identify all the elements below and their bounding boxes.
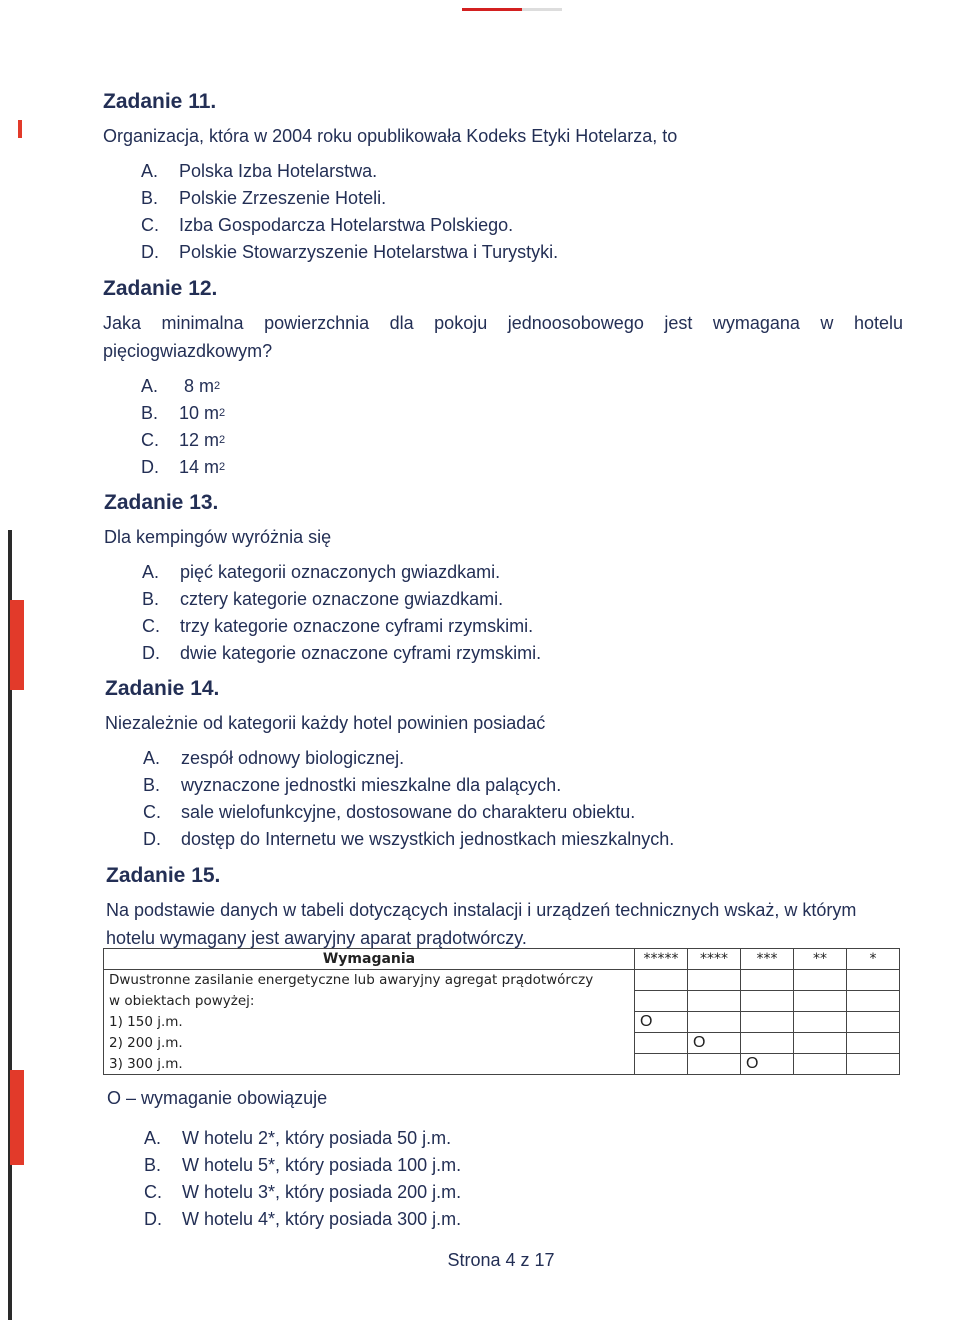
answer-list: [103, 158, 903, 266]
table-cell: [847, 1012, 900, 1033]
table-cell: [847, 970, 900, 991]
answer-option: [144, 1179, 906, 1206]
table-header-row: [104, 949, 900, 970]
answer-option: [144, 1125, 906, 1152]
table-cell: [635, 1033, 688, 1054]
table-cell: [635, 1054, 688, 1075]
table-cell: [847, 1054, 900, 1075]
answer-letter: B.: [142, 589, 160, 609]
answer-text: trzy kategorie oznaczone cyframi rzymskimi.: [180, 616, 534, 636]
answer-option: [142, 559, 904, 586]
answer-list: [103, 373, 903, 481]
answer-letter: B.: [141, 188, 159, 208]
table-cell: O: [688, 1033, 741, 1054]
task-question: Na podstawie danych w tabeli dotyczących instalacji i urządzeń technicznych wskaż, w którym hotelu wymagany jest awaryjny aparat prądotwórczy.: [106, 900, 857, 948]
answer-option: [141, 454, 903, 481]
answer-text: 14 m: [179, 457, 220, 477]
answer-text: dwie kategorie oznaczone cyframi rzymskimi.: [180, 643, 542, 663]
table-cell: [635, 991, 688, 1012]
answer-letter: C.: [142, 616, 160, 636]
table-row: [104, 991, 900, 1012]
answer-option: [142, 613, 904, 640]
answer-letter: B.: [141, 403, 159, 423]
table-row: [104, 970, 900, 991]
scan-top-mark: [462, 8, 562, 11]
answer-option: [141, 158, 903, 185]
answer-option: [142, 586, 904, 613]
answer-superscript: 2: [214, 380, 221, 392]
table-cell: [794, 1012, 847, 1033]
task-question: Jaka minimalna powierzchnia dla pokoju jednoosobowego jest wymagana w hotelu pięciogwiazdkowym?: [103, 313, 903, 361]
answer-list: [106, 1125, 906, 1233]
page-number: Strona 4 z 17: [447, 1250, 555, 1270]
answer-letter: C.: [141, 215, 159, 235]
answer-letter: C.: [144, 1182, 162, 1202]
task-15: [106, 864, 901, 960]
answer-letter: D.: [142, 643, 160, 663]
answer-text: 10 m: [179, 403, 220, 423]
task-title: Zadanie 14.: [105, 677, 220, 700]
task-title: Zadanie 13.: [104, 491, 219, 514]
table-cell: [847, 1033, 900, 1054]
answer-text: W hotelu 3*, który posiada 200 j.m.: [182, 1182, 462, 1202]
table-cell: [794, 1033, 847, 1054]
table-cell: [741, 970, 794, 991]
answer-option: [142, 640, 904, 667]
table-cell: [794, 970, 847, 991]
answer-text: pięć kategorii oznaczonych gwiazdkami.: [180, 562, 501, 582]
answer-option: [141, 400, 903, 427]
table-cell: [741, 1012, 794, 1033]
table-cell: [847, 991, 900, 1012]
task-question: Niezależnie od kategorii każdy hotel powinien posiadać: [105, 713, 546, 733]
answer-option: [141, 373, 903, 400]
answer-option: [143, 799, 905, 826]
table-row: [104, 1033, 900, 1054]
answer-list: [105, 745, 905, 853]
answer-text: W hotelu 4*, który posiada 300 j.m.: [182, 1209, 462, 1229]
answer-text: 8 m: [179, 376, 215, 396]
task-question: Organizacja, która w 2004 roku opublikowała Kodeks Etyki Hotelarza, to: [103, 126, 678, 146]
answer-text: W hotelu 5*, który posiada 100 j.m.: [182, 1155, 462, 1175]
table-cell: [741, 1033, 794, 1054]
answer-option: [144, 1152, 906, 1179]
task-14: [105, 677, 905, 853]
table-cell: [688, 1012, 741, 1033]
task-12: [103, 277, 903, 481]
answer-text: zespół odnowy biologicznej.: [181, 748, 405, 768]
answer-option: [143, 772, 905, 799]
task-13: [104, 491, 904, 667]
answer-letter: D.: [141, 242, 159, 262]
answer-text: sale wielofunkcyjne, dostosowane do charakteru obiektu.: [181, 802, 636, 822]
task-title: Zadanie 15.: [106, 864, 221, 887]
answer-letter: D.: [144, 1209, 162, 1229]
scan-edge-mark: [10, 600, 24, 690]
answer-text: Polskie Stowarzyszenie Hotelarstwa i Turystyki.: [179, 242, 559, 262]
table-description-line: Dwustronne zasilanie energetyczne lub awaryjny agregat prądotwórczy: [104, 970, 635, 991]
scan-edge-mark: [18, 120, 22, 138]
task-15-answers: [106, 1125, 906, 1233]
answer-text: Polska Izba Hotelarstwa.: [179, 161, 378, 181]
answer-text: dostęp do Internetu we wszystkich jednostkach mieszkalnych.: [181, 829, 675, 849]
table-cell: [741, 991, 794, 1012]
answer-option: [141, 239, 903, 266]
table-row: [104, 1012, 900, 1033]
answer-option: [143, 826, 905, 853]
answer-letter: A.: [141, 376, 159, 396]
answer-option: [141, 212, 903, 239]
answer-letter: A.: [142, 562, 160, 582]
table-cell: [688, 1054, 741, 1075]
table-cell: O: [741, 1054, 794, 1075]
requirements-table: [103, 948, 900, 1075]
answer-letter: C.: [141, 430, 159, 450]
table-header-category: ****: [688, 949, 741, 970]
answer-option: [143, 745, 905, 772]
table-header-requirements: Wymagania: [104, 949, 635, 970]
answer-letter: D.: [141, 457, 159, 477]
table-header-category: *****: [635, 949, 688, 970]
task-title: Zadanie 12.: [103, 277, 218, 300]
table-header-category: *: [847, 949, 900, 970]
table-header-category: ***: [741, 949, 794, 970]
task-11: [103, 90, 903, 266]
answer-option: [141, 185, 903, 212]
answer-letter: B.: [143, 775, 161, 795]
answer-letter: A.: [143, 748, 161, 768]
answer-text: Polskie Zrzeszenie Hoteli.: [179, 188, 387, 208]
answer-superscript: 2: [219, 434, 226, 446]
answer-option: [144, 1206, 906, 1233]
answer-text: wyznaczone jednostki mieszkalne dla palących.: [181, 775, 562, 795]
table-cell: [688, 991, 741, 1012]
task-question: Dla kempingów wyróżnia się: [104, 527, 332, 547]
table-cell: [635, 970, 688, 991]
table-cell: [688, 970, 741, 991]
answer-text: cztery kategorie oznaczone gwiazdkami.: [180, 589, 504, 609]
table-row-label: 2) 200 j.m.: [104, 1033, 635, 1054]
answer-superscript: 2: [219, 461, 226, 473]
answer-list: [104, 559, 904, 667]
table-cell: [794, 991, 847, 1012]
table-header-category: **: [794, 949, 847, 970]
answer-text: W hotelu 2*, który posiada 50 j.m.: [182, 1128, 452, 1148]
table-cell: O: [635, 1012, 688, 1033]
table-row-label: 1) 150 j.m.: [104, 1012, 635, 1033]
answer-letter: A.: [141, 161, 159, 181]
answer-option: [141, 427, 903, 454]
scan-edge-mark: [10, 1070, 24, 1165]
answer-text: Izba Gospodarcza Hotelarstwa Polskiego.: [179, 215, 514, 235]
table-description-line: w obiektach powyżej:: [104, 991, 635, 1012]
answer-letter: B.: [144, 1155, 162, 1175]
answer-letter: A.: [144, 1128, 162, 1148]
table-row: [104, 1054, 900, 1075]
table-legend: O – wymaganie obowiązuje: [107, 1088, 328, 1108]
table-cell: [794, 1054, 847, 1075]
table-row-label: 3) 300 j.m.: [104, 1054, 635, 1075]
task-title: Zadanie 11.: [103, 90, 217, 113]
answer-letter: C.: [143, 802, 161, 822]
answer-letter: D.: [143, 829, 161, 849]
answer-text: 12 m: [179, 430, 220, 450]
answer-superscript: 2: [219, 407, 226, 419]
